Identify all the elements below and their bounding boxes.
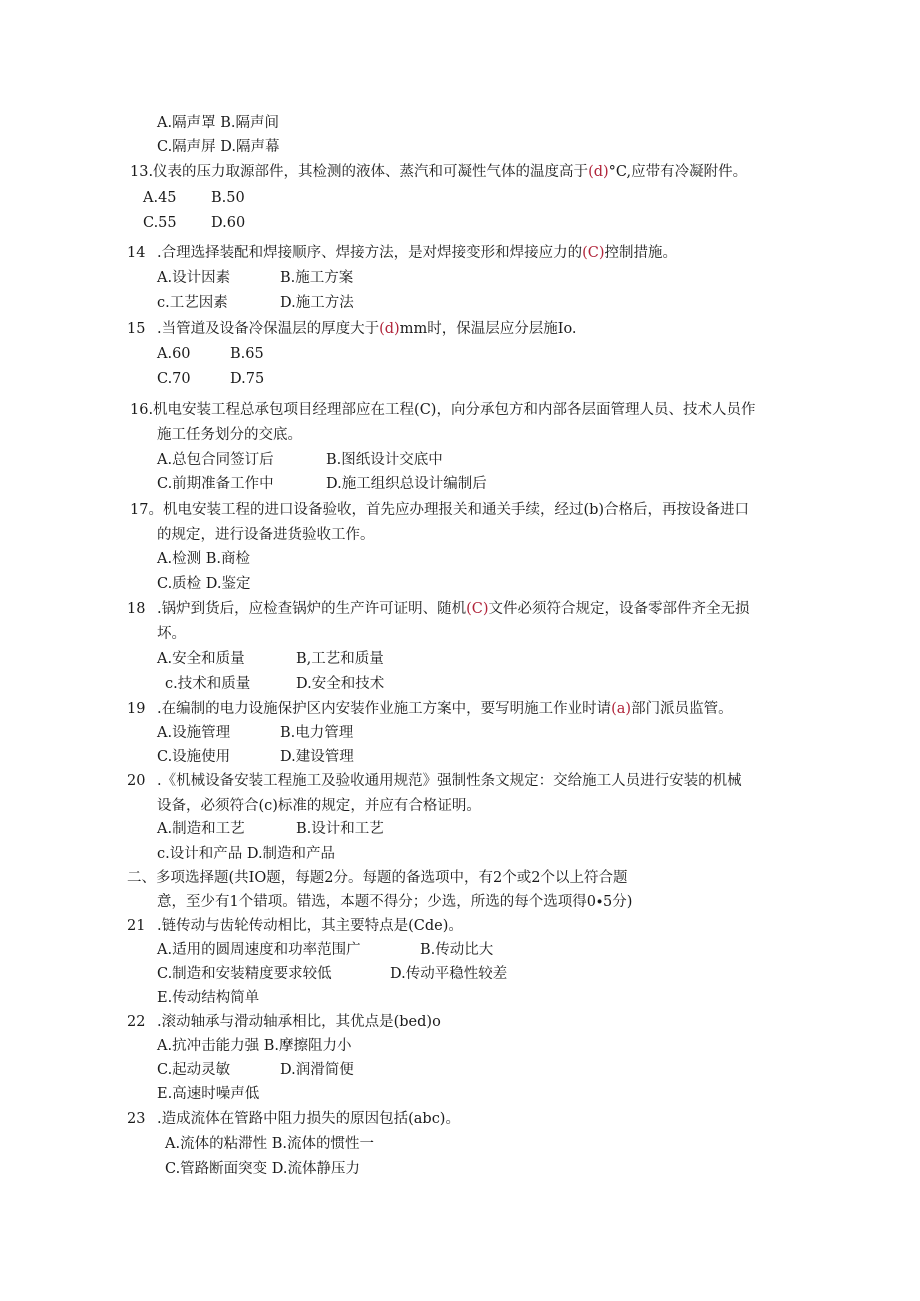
q15-stem-post: mm时，保温层应分层施Io. — [399, 321, 577, 337]
q19-stem-pre: .在编制的电力设施保护区内安装作业施工方案中，要写明施工作业时请 — [157, 701, 612, 717]
q16-option-b: B.图纸设计交底中 — [326, 452, 443, 468]
q13-option-c: C.55 — [143, 215, 177, 231]
q20-option-b: B.设计和工艺 — [296, 821, 384, 837]
q15-option-d: D.75 — [230, 371, 265, 387]
q12-options-ab: A.隔声罩 B.隔声间 — [157, 115, 279, 131]
q14-stem-pre: .合理选择装配和焊接顺序、焊接方法，是对焊接变形和焊接应力的 — [157, 245, 583, 261]
q20-stem-line2: 设备，必须符合(c)标准的规定，并应有合格证明。 — [157, 798, 481, 814]
section2-heading-line1: 二、多项选择题(共IO题，每题2分。每题的备选项中，有2个或2个以上符合题 — [127, 870, 628, 886]
q19-option-d: D.建设管理 — [280, 749, 354, 765]
q15-option-c: C.70 — [157, 371, 191, 387]
q18-answer: (C) — [466, 601, 489, 617]
q22-options-ab: A.抗冲击能力强 B.摩擦阻力小 — [157, 1038, 352, 1054]
q21-option-e: E.传动结构简单 — [157, 990, 260, 1006]
q20-options-cd: c.设计和产品 D.制造和产品 — [157, 846, 336, 862]
q15-option-b: B.65 — [230, 346, 264, 362]
q22-number: 22 — [127, 1014, 146, 1030]
q19-answer: (a) — [611, 701, 632, 717]
q14-option-b: B.施工方案 — [280, 270, 354, 286]
q18-stem-post: 文件必须符合规定，设备零部件齐全无损 — [488, 601, 750, 617]
q16-stem-line2: 施工任务划分的交底。 — [157, 427, 302, 443]
q18-stem-line2: 坏。 — [157, 626, 186, 642]
q20-number: 20 — [127, 773, 146, 789]
q17-stem-line2: 的规定，进行设备进货验收工作。 — [157, 527, 375, 543]
q23-options-ab: A.流体的粘滞性 B.流体的惯性一 — [165, 1136, 374, 1152]
q15-stem-pre: .当管道及设备冷保温层的厚度大于 — [157, 321, 380, 337]
q18-stem-line1 — [157, 599, 750, 619]
q18-option-a: A.安全和质量 — [157, 651, 245, 667]
q18-number: 18 — [127, 601, 146, 617]
q19-option-b: B.电力管理 — [280, 725, 354, 741]
q16-option-c: C.前期准备工作中 — [157, 476, 274, 492]
q21-option-d: D.传动平稳性较差 — [390, 966, 508, 982]
section2-heading-line2: 意，至少有1个错项。错选，本题不得分；少选，所选的每个选项得0∙5分) — [157, 894, 633, 910]
q13-option-d: D.60 — [211, 215, 246, 231]
q14-answer: (C) — [582, 245, 605, 261]
q16-option-d: D.施工组织总设计编制后 — [326, 476, 487, 492]
q21-option-c: C.制造和安装精度要求较低 — [157, 966, 332, 982]
q15-stem — [157, 319, 577, 339]
q21-stem: .链传动与齿轮传动相比，其主要特点是(Cde)。 — [157, 918, 463, 934]
q18-option-b: B,工艺和质量 — [296, 651, 384, 667]
q13-stem — [130, 162, 747, 182]
q14-number: 14 — [127, 245, 146, 261]
q14-stem-post: 控制措施。 — [604, 245, 678, 261]
q23-options-cd: C.管路断面突变 D.流体静压力 — [165, 1161, 361, 1177]
q14-stem — [157, 243, 677, 263]
q20-stem-line1: .《机械设备安装工程施工及验收通用规范》强制性条文规定：交给施工人员进行安装的机械 — [157, 773, 742, 789]
q19-option-c: C.设施使用 — [157, 749, 231, 765]
q13-stem-post: °C,应带有冷凝附件。 — [608, 164, 748, 180]
q21-number: 21 — [127, 918, 146, 934]
q13-option-a: A.45 — [143, 190, 177, 206]
q19-option-a: A.设施管理 — [157, 725, 231, 741]
q15-option-a: A.60 — [157, 346, 191, 362]
q14-option-a: A.设计因素 — [157, 270, 231, 286]
q18-option-c: c.技术和质量 — [165, 676, 251, 692]
q14-option-d: D.施工方法 — [280, 295, 354, 311]
q13-answer: (d) — [588, 164, 609, 180]
q21-option-a: A.适用的圆周速度和功率范围广 — [157, 942, 361, 958]
q15-number: 15 — [127, 321, 146, 337]
q18-option-d: D.安全和技术 — [296, 676, 385, 692]
q13-stem-pre: 13.仪表的压力取源部件，其检测的液体、蒸汽和可凝性气体的温度高于 — [130, 164, 589, 180]
q19-stem — [157, 699, 733, 719]
q19-stem-post: 部门派员监管。 — [631, 701, 733, 717]
q21-option-b: B.传动比大 — [420, 942, 494, 958]
q12-options-cd: C.隔声屏 D.隔声幕 — [157, 139, 280, 155]
q22-stem: .滚动轴承与滑动轴承相比，其优点是(bed)o — [157, 1014, 441, 1030]
q16-stem-line1: 16.机电安装工程总承包项目经理部应在工程(C)，向分承包方和内部各层面管理人员、技术人员作 — [130, 402, 756, 418]
q14-option-c: c.工艺因素 — [157, 295, 228, 311]
q15-answer: (d) — [379, 321, 400, 337]
q22-option-e: E.高速时噪声低 — [157, 1086, 260, 1102]
q22-option-c: C.起动灵敏 — [157, 1062, 231, 1078]
q19-number: 19 — [127, 701, 146, 717]
q22-option-d: D.润滑简便 — [280, 1062, 354, 1078]
q17-stem-line1: 17。机电安装工程的进口设备验收，首先应办理报关和通关手续，经过(b)合格后，再按设备进口 — [130, 502, 750, 518]
q17-options-cd: C.质检 D.鉴定 — [157, 576, 251, 592]
q23-number: 23 — [127, 1111, 146, 1127]
q23-stem: .造成流体在管路中阻力损失的原因包括(abc)。 — [157, 1111, 460, 1127]
q17-options-ab: A.检测 B.商检 — [157, 551, 250, 567]
q13-option-b: B.50 — [211, 190, 245, 206]
q16-option-a: A.总包合同签订后 — [157, 452, 274, 468]
q20-option-a: A.制造和工艺 — [157, 821, 245, 837]
q18-stem-pre: .锅炉到货后，应检查锅炉的生产许可证明、随机 — [157, 601, 467, 617]
